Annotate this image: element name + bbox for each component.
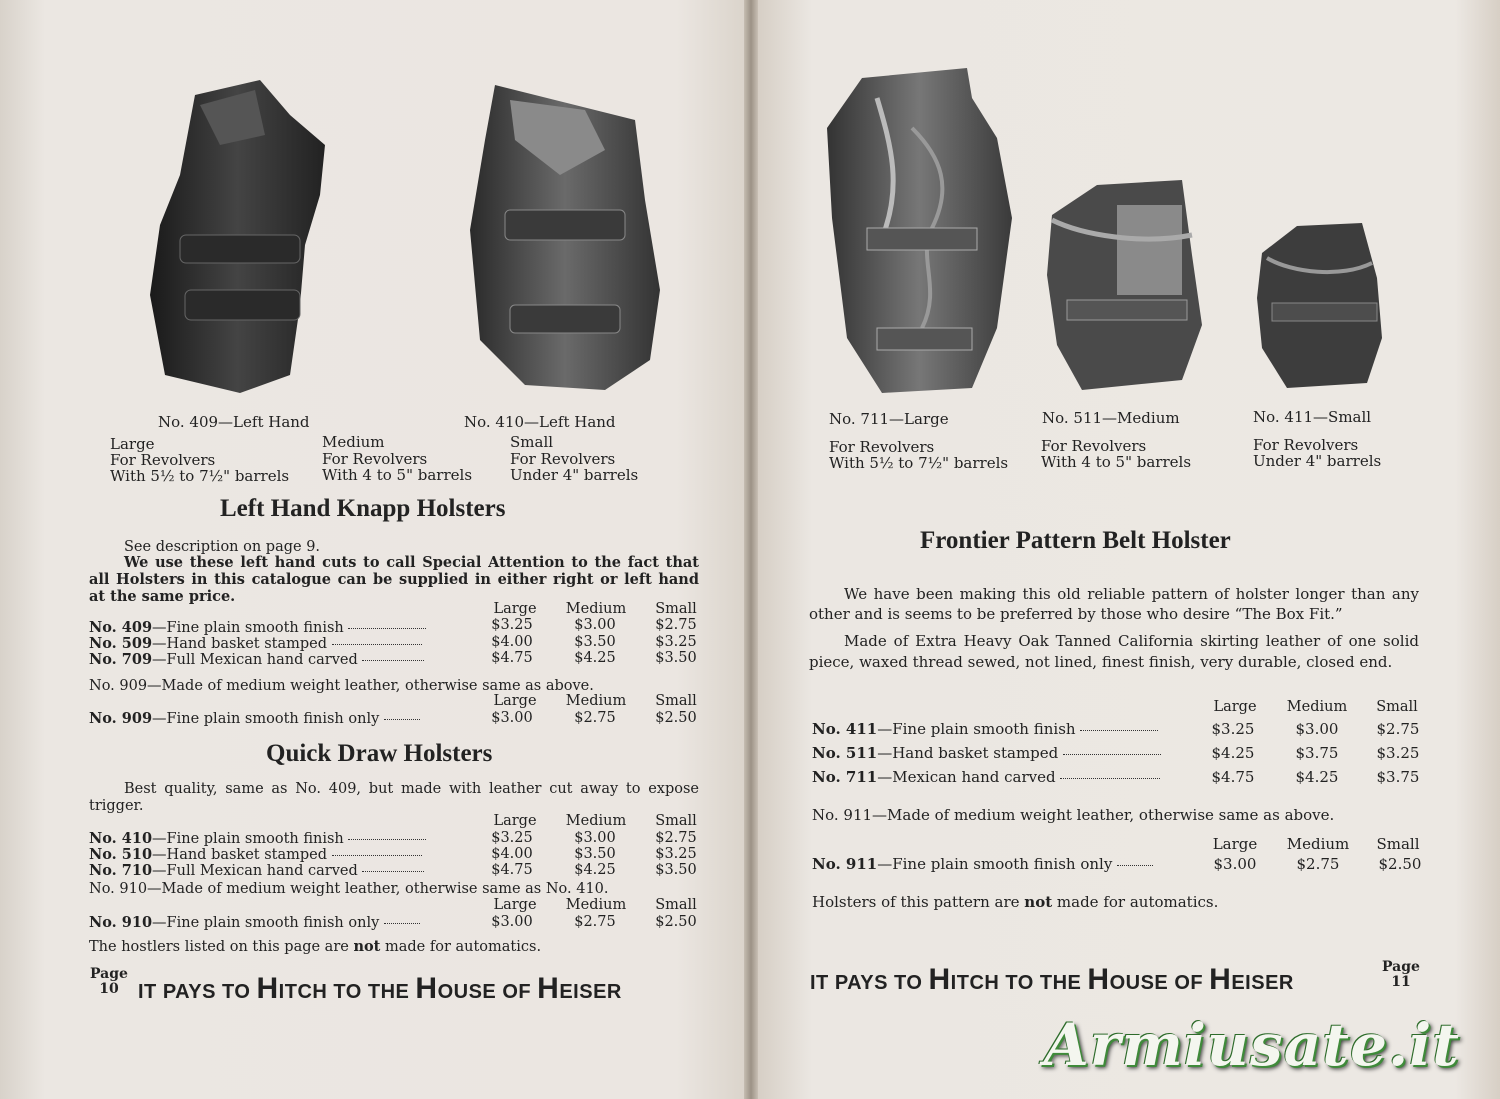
- price-medium: $2.75: [1296, 855, 1340, 873]
- size-small-label: Small: [510, 433, 554, 451]
- price-medium: $3.50: [574, 846, 616, 862]
- price-large: $4.25: [1211, 744, 1255, 762]
- item-number: No. 910: [89, 914, 153, 931]
- item-description: —Fine plain smooth finish: [152, 620, 344, 636]
- table-row: [89, 846, 422, 863]
- table-row: [89, 619, 426, 636]
- price-medium: $2.75: [574, 710, 616, 726]
- size-medium-line2: With 4 to 5" barrels: [322, 466, 473, 484]
- header-medium: Medium: [565, 813, 627, 829]
- price-large: $3.00: [491, 914, 533, 930]
- table-row: [89, 635, 422, 652]
- price-small: $2.75: [655, 617, 697, 633]
- medium-weight-note: No. 910—Made of medium weight leather, otherwise same as No. 410.: [89, 881, 609, 897]
- price-large: $3.25: [491, 617, 533, 633]
- section1-note: We use these left hand cuts to call Special Attention to the fact that all Holsters in this catalogue can be supplied in either right or left hand at the same price.: [89, 554, 699, 605]
- price-large: $3.25: [491, 830, 533, 846]
- item-number: No. 510: [89, 846, 153, 863]
- holster-711-image: [822, 68, 1022, 398]
- header-small: Small: [655, 601, 697, 617]
- price-medium: $4.25: [574, 650, 616, 666]
- section-title-frontier: Frontier Pattern Belt Holster: [920, 527, 1231, 554]
- item-description: —Fine plain smooth finish: [877, 720, 1076, 738]
- table-row: [89, 830, 426, 847]
- price-medium: $4.25: [574, 862, 616, 878]
- caption-511-line2: With 4 to 5" barrels: [1041, 453, 1192, 471]
- holster-411-image: [1252, 218, 1387, 393]
- header-small: Small: [655, 813, 697, 829]
- size-medium-label: Medium: [322, 433, 385, 451]
- table-row: [89, 862, 424, 879]
- price-small: $3.25: [1376, 744, 1420, 762]
- caption-409: No. 409—Left Hand: [158, 413, 310, 431]
- section-title-knapp: Left Hand Knapp Holsters: [220, 495, 506, 522]
- header-large: Large: [493, 693, 537, 709]
- section1-intro: See description on page 9.: [124, 539, 321, 555]
- price-small: $2.75: [1376, 720, 1420, 738]
- item-description: —Fine plain smooth finish: [152, 831, 344, 847]
- price-large: $4.00: [491, 846, 533, 862]
- caption-711-line2: With 5½ to 7½" barrels: [829, 454, 1009, 472]
- caption-411-line1: For Revolvers: [1253, 436, 1359, 454]
- table-row: [812, 855, 1153, 873]
- price-small: $3.25: [655, 634, 697, 650]
- slogan-right: IT PAYS TO HITCH TO THE HOUSE OF HEISER: [810, 963, 1294, 996]
- item-number: No. 509: [89, 635, 153, 652]
- size-large-line2: With 5½ to 7½" barrels: [110, 467, 290, 485]
- item-description: —Fine plain smooth finish only: [152, 915, 380, 931]
- header-large: Large: [493, 813, 537, 829]
- table-row: [812, 720, 1158, 738]
- price-large: $4.75: [491, 650, 533, 666]
- page-number-right: Page 11: [1382, 959, 1420, 990]
- item-description: —Hand basket stamped: [152, 636, 328, 652]
- price-medium: $2.75: [574, 914, 616, 930]
- frontier-para1: We have been making this old reliable pattern of holster longer than any other and is seems to be preferred by those who desire “The Box Fit.”: [809, 585, 1419, 623]
- price-large: $3.25: [1211, 720, 1255, 738]
- size-large-line1: For Revolvers: [110, 451, 216, 469]
- automatics-note: Holsters of this pattern are not made for automatics.: [812, 893, 1219, 911]
- table-row: [89, 710, 420, 727]
- size-small-line2: Under 4" barrels: [510, 466, 639, 484]
- price-large: $4.75: [1211, 768, 1255, 786]
- price-small: $2.50: [655, 710, 697, 726]
- item-number: No. 411: [812, 720, 878, 738]
- header-large: Large: [1213, 699, 1257, 715]
- header-large: Large: [493, 601, 537, 617]
- book-gutter: [744, 0, 758, 1099]
- price-small: $3.75: [1376, 768, 1420, 786]
- header-small: Small: [1376, 835, 1420, 853]
- price-medium: $3.75: [1295, 744, 1339, 762]
- frontier-para2: Made of Extra Heavy Oak Tanned California skirting leather of one solid piece, waxed thread sewed, not lined, finest finish, very durable, closed end.: [809, 632, 1419, 671]
- holster-410-image: [465, 80, 670, 395]
- price-medium: $3.00: [574, 830, 616, 846]
- price-medium: $3.00: [1295, 720, 1339, 738]
- price-large: $4.00: [491, 634, 533, 650]
- item-description: —Hand basket stamped: [877, 744, 1059, 762]
- header-medium: Medium: [1286, 835, 1350, 853]
- caption-711-line1: For Revolvers: [829, 438, 935, 456]
- caption-511-line1: For Revolvers: [1041, 437, 1147, 455]
- section-title-quick-draw: Quick Draw Holsters: [266, 740, 493, 767]
- item-description: —Mexican hand carved: [877, 768, 1056, 786]
- item-number: No. 511: [812, 744, 878, 762]
- price-medium: $4.25: [1295, 768, 1339, 786]
- price-small: $3.50: [655, 862, 697, 878]
- caption-410: No. 410—Left Hand: [464, 413, 616, 431]
- caption-411-line2: Under 4" barrels: [1253, 452, 1382, 470]
- medium-weight-note: No. 909—Made of medium weight leather, otherwise same as above.: [89, 678, 594, 694]
- watermark-logo: Armiusate.it: [1043, 1011, 1460, 1079]
- price-large: $3.00: [1213, 855, 1257, 873]
- table-row: [89, 651, 424, 668]
- table-row: [812, 744, 1161, 762]
- item-number: No. 710: [89, 862, 153, 879]
- price-medium: $3.50: [574, 634, 616, 650]
- holster-409-image: [140, 75, 340, 400]
- header-medium: Medium: [565, 693, 627, 709]
- header-small: Small: [655, 693, 697, 709]
- item-description: —Hand basket stamped: [152, 847, 328, 863]
- item-number: No. 709: [89, 651, 153, 668]
- header-large: Large: [1212, 835, 1258, 853]
- header-medium: Medium: [565, 601, 627, 617]
- item-description: —Fine plain smooth finish only: [152, 711, 380, 727]
- caption-411: No. 411—Small: [1253, 408, 1372, 426]
- price-small: $2.50: [655, 914, 697, 930]
- section2-intro: Best quality, same as No. 409, but made with leather cut away to expose trigger.: [89, 781, 699, 814]
- price-small: $2.75: [655, 830, 697, 846]
- automatics-note: The hostlers listed on this page are not made for automatics.: [89, 938, 542, 955]
- medium-weight-note: No. 911—Made of medium weight leather, otherwise same as above.: [812, 806, 1335, 824]
- header-medium: Medium: [1286, 699, 1348, 715]
- size-large-label: Large: [110, 435, 155, 453]
- table-row: [812, 768, 1160, 786]
- holster-511-image: [1042, 175, 1207, 395]
- item-number: No. 909: [89, 710, 153, 727]
- item-description: —Fine plain smooth finish only: [877, 855, 1113, 873]
- price-large: $3.00: [491, 710, 533, 726]
- item-description: —Full Mexican hand carved: [152, 652, 358, 668]
- size-small-line1: For Revolvers: [510, 450, 616, 468]
- item-number: No. 911: [812, 855, 878, 873]
- item-number: No. 409: [89, 619, 153, 636]
- slogan-left: IT PAYS TO HITCH TO THE HOUSE OF HEISER: [138, 972, 622, 1005]
- price-small: $3.25: [655, 846, 697, 862]
- header-small: Small: [655, 897, 697, 913]
- caption-711: No. 711—Large: [829, 410, 949, 428]
- size-medium-line1: For Revolvers: [322, 450, 428, 468]
- price-large: $4.75: [491, 862, 533, 878]
- item-description: —Full Mexican hand carved: [152, 863, 358, 879]
- price-small: $2.50: [1378, 855, 1422, 873]
- caption-511: No. 511—Medium: [1042, 409, 1180, 427]
- header-small: Small: [1376, 699, 1418, 715]
- price-small: $3.50: [655, 650, 697, 666]
- header-medium: Medium: [565, 897, 627, 913]
- table-row: [89, 914, 420, 931]
- header-large: Large: [493, 897, 537, 913]
- item-number: No. 711: [812, 768, 878, 786]
- item-number: No. 410: [89, 830, 153, 847]
- page-number-left: Page 10: [90, 966, 128, 997]
- price-medium: $3.00: [574, 617, 616, 633]
